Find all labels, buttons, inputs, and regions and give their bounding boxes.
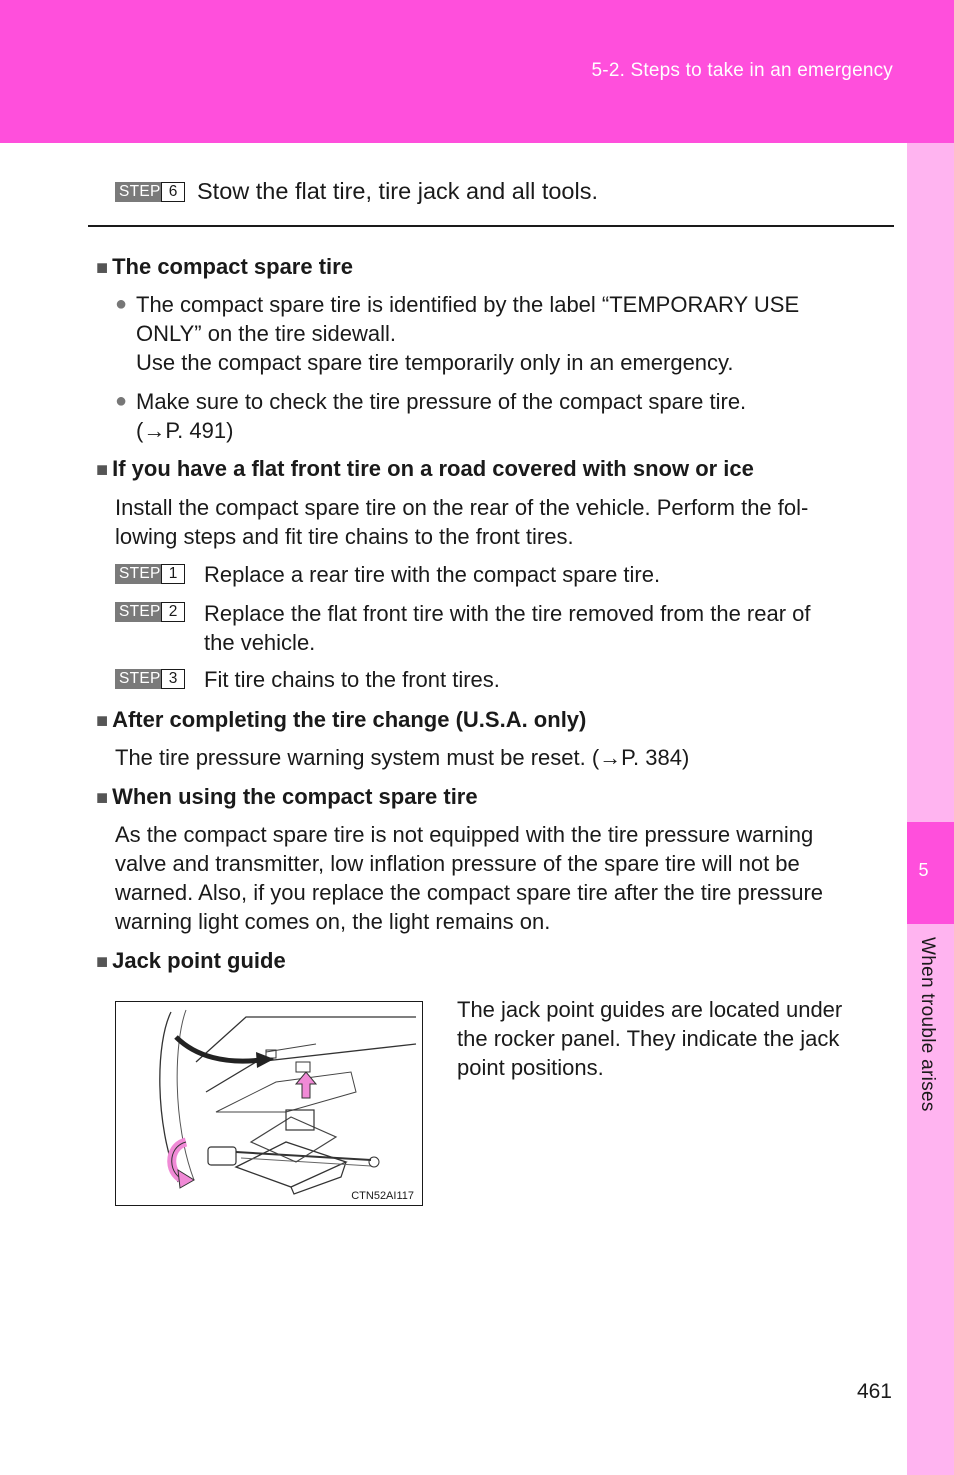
step-6-text: Stow the flat tire, tire jack and all tools. <box>197 178 598 204</box>
step-badge-6 <box>115 182 185 202</box>
round-bullet-icon: ● <box>115 293 128 315</box>
bullet-item <box>115 387 890 445</box>
heading-using-compact-spare <box>96 782 478 813</box>
para-line: As the compact spare tire is not equipped with the tire pressure warning <box>115 822 814 847</box>
paragraph: The tire pressure warning system must be reset. (→P. 384) <box>115 745 690 770</box>
step-label: STEP <box>115 602 161 622</box>
para-line: The jack point guides are located under <box>457 997 843 1022</box>
square-bullet-icon: ■ <box>96 459 109 481</box>
side-strip <box>907 143 954 1475</box>
step-number: 3 <box>161 669 185 689</box>
step-label: STEP <box>115 564 161 584</box>
step-line: Fit tire chains to the front tires. <box>204 667 500 692</box>
step-line: Replace the flat front tire with the tire removed from the rear of <box>204 601 811 626</box>
page-number: 461 <box>856 1380 892 1403</box>
step-2-text <box>204 599 885 657</box>
chapter-number: 5 <box>918 860 929 880</box>
step-label: STEP <box>115 669 161 689</box>
square-bullet-icon: ■ <box>96 787 109 809</box>
bullet-item <box>115 290 890 377</box>
bullet-line: (→P. 491) <box>136 418 234 443</box>
step-number: 6 <box>161 182 185 202</box>
heading-after-tire-change <box>96 705 586 736</box>
bullet-line: ONLY” on the tire sidewall. <box>136 321 397 346</box>
step-label: STEP <box>115 182 161 202</box>
heading-text: Jack point guide <box>112 948 286 973</box>
jack-illustration <box>115 1001 423 1206</box>
para-line: the rocker panel. They indicate the jack <box>457 1026 840 1051</box>
heading-text: If you have a flat front tire on a road covered with snow or ice <box>112 456 754 481</box>
heading-text: When using the compact spare tire <box>112 784 478 809</box>
heading-flat-front-snow <box>96 454 754 485</box>
step-line: the vehicle. <box>204 630 316 655</box>
section-title: 5-2. Steps to take in an emergency <box>591 60 893 81</box>
paragraph <box>115 493 885 551</box>
chapter-title: When trouble arises <box>917 937 938 1112</box>
paragraph <box>115 820 885 936</box>
header-band <box>0 0 954 143</box>
heading-jack-point-guide <box>96 946 286 977</box>
para-line: warned. Also, if you replace the compact spare tire after the tire pressure <box>115 880 824 905</box>
chapter-tab <box>907 822 954 924</box>
round-bullet-icon: ● <box>115 390 128 412</box>
step-1-text <box>204 560 885 589</box>
heading-text: The compact spare tire <box>112 254 353 279</box>
step-badge-2 <box>115 602 185 622</box>
para-line: lowing steps and fit tire chains to the front tires. <box>115 524 574 549</box>
divider <box>88 225 894 227</box>
step-number: 2 <box>161 602 185 622</box>
bullet-line: Make sure to check the tire pressure of the compact spare tire. <box>136 389 747 414</box>
jack-drawing <box>116 1002 422 1205</box>
para-line: point positions. <box>457 1055 604 1080</box>
square-bullet-icon: ■ <box>96 710 109 732</box>
jack-point-description <box>457 995 887 1082</box>
para-line: valve and transmitter, low inflation pressure of the spare tire will not be <box>115 851 800 876</box>
heading-text: After completing the tire change (U.S.A. only) <box>112 707 587 732</box>
bullet-line: Use the compact spare tire temporarily only in an emergency. <box>136 350 734 375</box>
square-bullet-icon: ■ <box>96 257 109 279</box>
step-3-text <box>204 665 885 694</box>
step-number: 1 <box>161 564 185 584</box>
step-badge-3 <box>115 669 185 689</box>
heading-compact-spare <box>96 252 353 283</box>
step-line: Replace a rear tire with the compact spare tire. <box>204 562 661 587</box>
bullet-line: The compact spare tire is identified by the label “TEMPORARY USE <box>136 292 800 317</box>
step-badge-1 <box>115 564 185 584</box>
para-line: warning light comes on, the light remains on. <box>115 909 551 934</box>
square-bullet-icon: ■ <box>96 951 109 973</box>
para-line: Install the compact spare tire on the rear of the vehicle. Perform the fol- <box>115 495 809 520</box>
figure-code: CTN52AI117 <box>351 1190 414 1202</box>
